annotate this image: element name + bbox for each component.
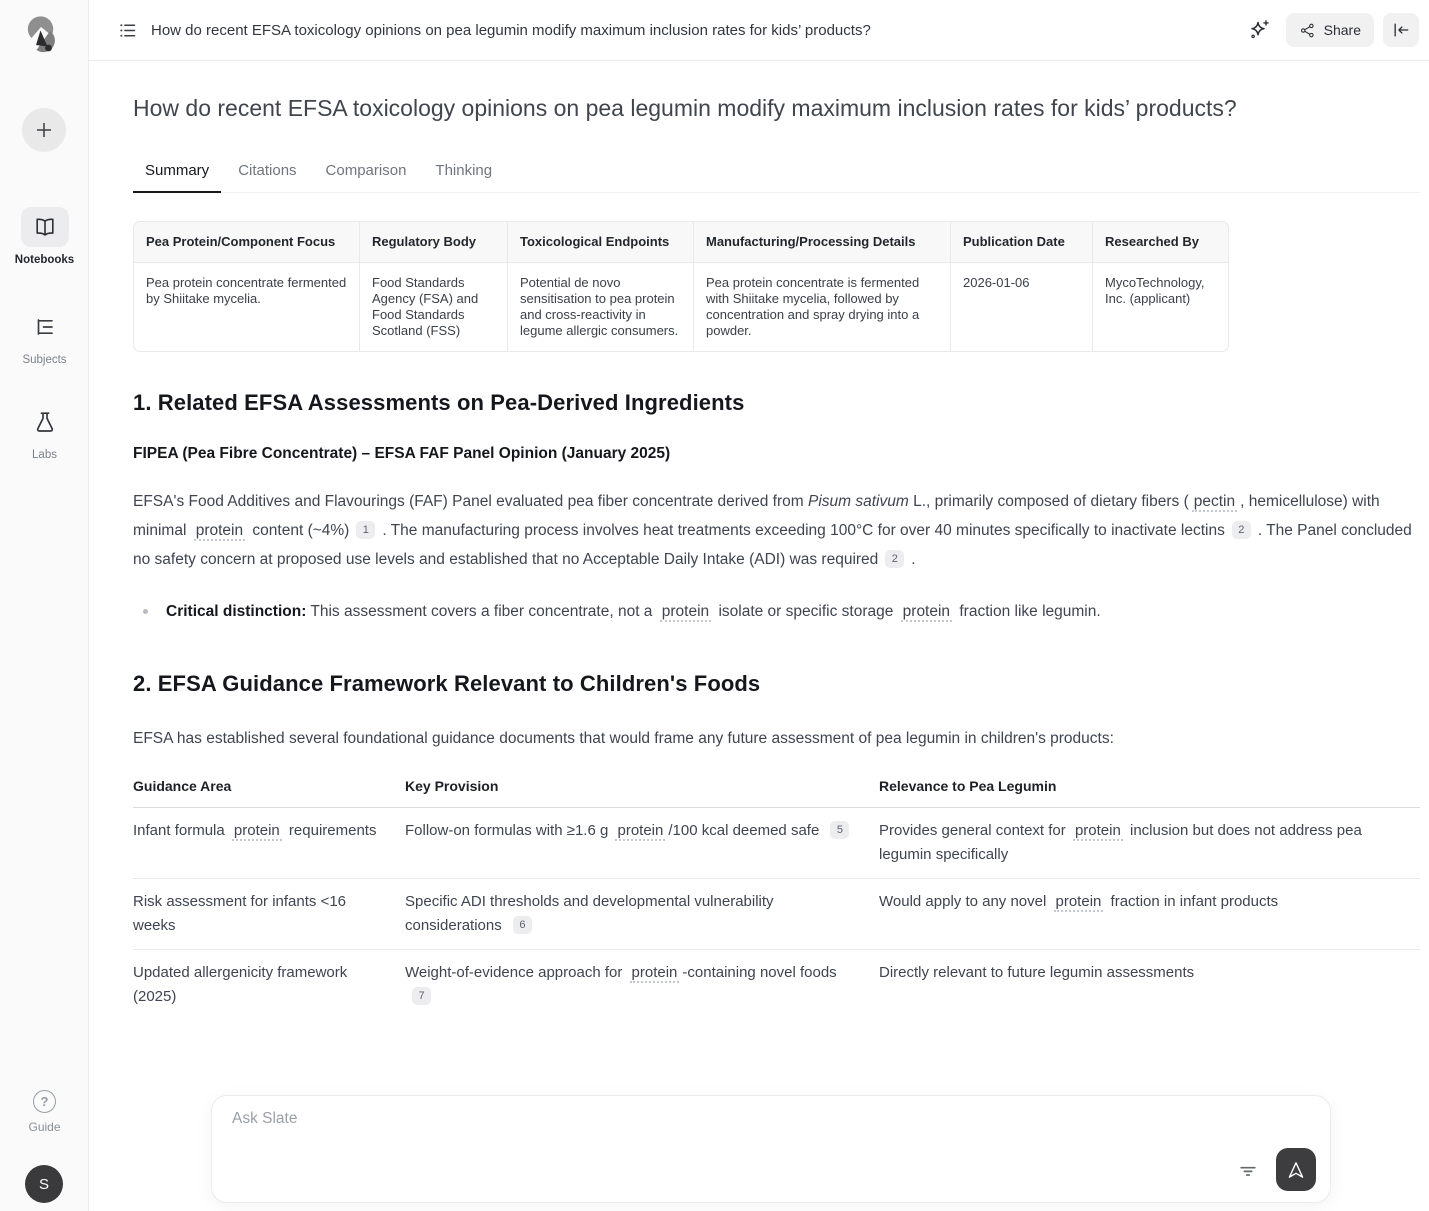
guide-label: Guide xyxy=(28,1120,61,1134)
table-cell: Specific ADI thresholds and developmental vulnerability considerations 6 xyxy=(405,879,879,950)
table-cell: Directly relevant to future legumin assessments xyxy=(879,964,1195,981)
share-nodes-icon xyxy=(1299,22,1316,39)
share-button[interactable] xyxy=(1286,13,1374,47)
section-paragraph: EFSA's Food Additives and Flavourings (FAF) Panel evaluated pea fiber concentrate derived from Pisum sativum L., primarily composed of dietary fibers ( pectin , hemicellulose) with minimal protein content (~4%) 1 . The manufacturing process involves heat treatments exceeding 100°C for over 40 minutes specifically to inactivate lectins 2 . The Panel concluded no safety concern at proposed use levels and established that no Acceptable Daily Intake (ADI) was required 2 . xyxy=(133,493,1412,568)
share-button-label: Share xyxy=(1323,22,1361,38)
table-cell: Food Standards Agency (FSA) and Food Standards Scotland (FSS) xyxy=(360,263,508,352)
sidebar-item-guide[interactable] xyxy=(0,1090,89,1134)
send-button[interactable] xyxy=(1276,1148,1316,1191)
table-cell: Would apply to any novel protein fraction in infant products xyxy=(879,879,1420,950)
ai-sparkle-button[interactable] xyxy=(1241,13,1277,47)
table-row xyxy=(133,950,1420,1021)
column-header: Manufacturing/Processing Details xyxy=(694,221,951,263)
topbar xyxy=(89,0,1429,61)
table-cell: Pea protein concentrate fermented by Shiitake mycelia. xyxy=(133,263,360,352)
section-subheading: FIPEA (Pea Fibre Concentrate) – EFSA FAF Panel Opinion (January 2025) xyxy=(133,445,671,462)
table-row xyxy=(133,808,1420,879)
collapse-left-icon xyxy=(1391,20,1411,40)
sparkles-icon xyxy=(1247,18,1271,42)
table-cell: Follow-on formulas with ≥1.6 g protein /100 kcal deemed safe 5 xyxy=(405,808,879,879)
filter-button[interactable] xyxy=(1235,1157,1261,1183)
tab-citations[interactable]: Citations xyxy=(238,162,297,179)
tab-bar xyxy=(133,162,1420,193)
tab-thinking[interactable]: Thinking xyxy=(435,162,493,179)
table-cell: Risk assessment for infants <16 weeks xyxy=(133,879,405,950)
table-cell: Provides general context for protein inclusion but does not address pea legumin specifically xyxy=(879,808,1420,879)
list-item: Critical distinction: This assessment covers a fiber concentrate, not a protein isolate or specific storage protein fraction like legumin. xyxy=(133,597,1420,626)
guidance-table-header-row xyxy=(133,778,1420,808)
column-header: Toxicological Endpoints xyxy=(508,221,694,263)
column-header: Key Provision xyxy=(405,778,879,808)
column-header: Guidance Area xyxy=(133,778,405,808)
column-header: Researched By xyxy=(1093,221,1229,263)
book-icon xyxy=(33,215,57,239)
table-cell: Weight-of-evidence approach for protein -containing novel foods 7 xyxy=(405,950,879,1021)
column-header: Pea Protein/Component Focus xyxy=(133,221,360,263)
slate-logo-icon xyxy=(24,12,64,62)
ask-input-card xyxy=(211,1095,1331,1203)
section-heading-2: 2. EFSA Guidance Framework Relevant to Children's Foods xyxy=(133,671,761,696)
sidebar xyxy=(0,0,89,1211)
column-header: Regulatory Body xyxy=(360,221,508,263)
overview-table-header-row xyxy=(133,221,1229,263)
tree-outline-icon xyxy=(33,315,57,339)
page-title: How do recent EFSA toxicology opinions on pea legumin modify maximum inclusion rates for kids’ products? xyxy=(133,95,1237,121)
table-row xyxy=(133,263,1229,352)
new-notebook-button[interactable] xyxy=(22,108,66,152)
collapse-panel-button[interactable] xyxy=(1383,13,1419,47)
notebooks-icon-wrap xyxy=(21,207,69,247)
sidebar-item-label: Labs xyxy=(32,449,57,461)
tab-comparison[interactable]: Comparison xyxy=(325,162,407,179)
table-cell: Updated allergenicity framework (2025) xyxy=(133,964,348,1005)
flask-icon xyxy=(33,410,57,434)
table-cell: 2026-01-06 xyxy=(951,263,1093,352)
ask-input[interactable] xyxy=(232,1110,1132,1128)
table-cell: Potential de novo sensitisation to pea protein and cross-reactivity in legume allergic consumers. xyxy=(508,263,694,352)
table-cell: Pea protein concentrate is fermented with Shiitake mycelia, followed by concentration and spray drying into a powder. xyxy=(694,263,951,352)
section-heading-1: 1. Related EFSA Assessments on Pea-Derived Ingredients xyxy=(133,390,745,415)
column-header: Relevance to Pea Legumin xyxy=(879,778,1420,808)
sidebar-item-notebooks[interactable] xyxy=(0,207,89,266)
app-logo[interactable] xyxy=(24,12,64,62)
guidance-table xyxy=(133,778,1420,1020)
send-arrow-icon xyxy=(1285,1159,1307,1181)
sidebar-item-label: Subjects xyxy=(22,354,67,366)
tab-summary[interactable]: Summary xyxy=(133,162,221,192)
document-title: How do recent EFSA toxicology opinions on pea legumin modify maximum inclusion rates for kids’ products? xyxy=(151,21,871,39)
table-cell: MycoTechnology, Inc. (applicant) xyxy=(1093,263,1229,352)
section-intro: EFSA has established several foundational guidance documents that would frame any future assessment of pea legumin in children's products: xyxy=(133,730,1114,747)
sidebar-item-subjects[interactable] xyxy=(0,307,89,366)
user-avatar[interactable]: S xyxy=(25,1165,63,1203)
subjects-icon-wrap xyxy=(21,307,69,347)
list-outline-icon[interactable] xyxy=(117,20,138,41)
overview-table xyxy=(133,221,1229,352)
table-row xyxy=(133,879,1420,950)
sidebar-item-labs[interactable] xyxy=(0,402,89,461)
filter-icon xyxy=(1237,1159,1259,1181)
sidebar-item-label: Notebooks xyxy=(14,254,75,266)
labs-icon-wrap xyxy=(21,402,69,442)
plus-icon xyxy=(34,120,54,140)
question-mark-icon: ? xyxy=(33,1090,56,1113)
table-cell: Infant formula protein requirements xyxy=(133,808,405,879)
main-area xyxy=(89,0,1429,1211)
content-area xyxy=(89,88,1429,1020)
column-header: Publication Date xyxy=(951,221,1093,263)
